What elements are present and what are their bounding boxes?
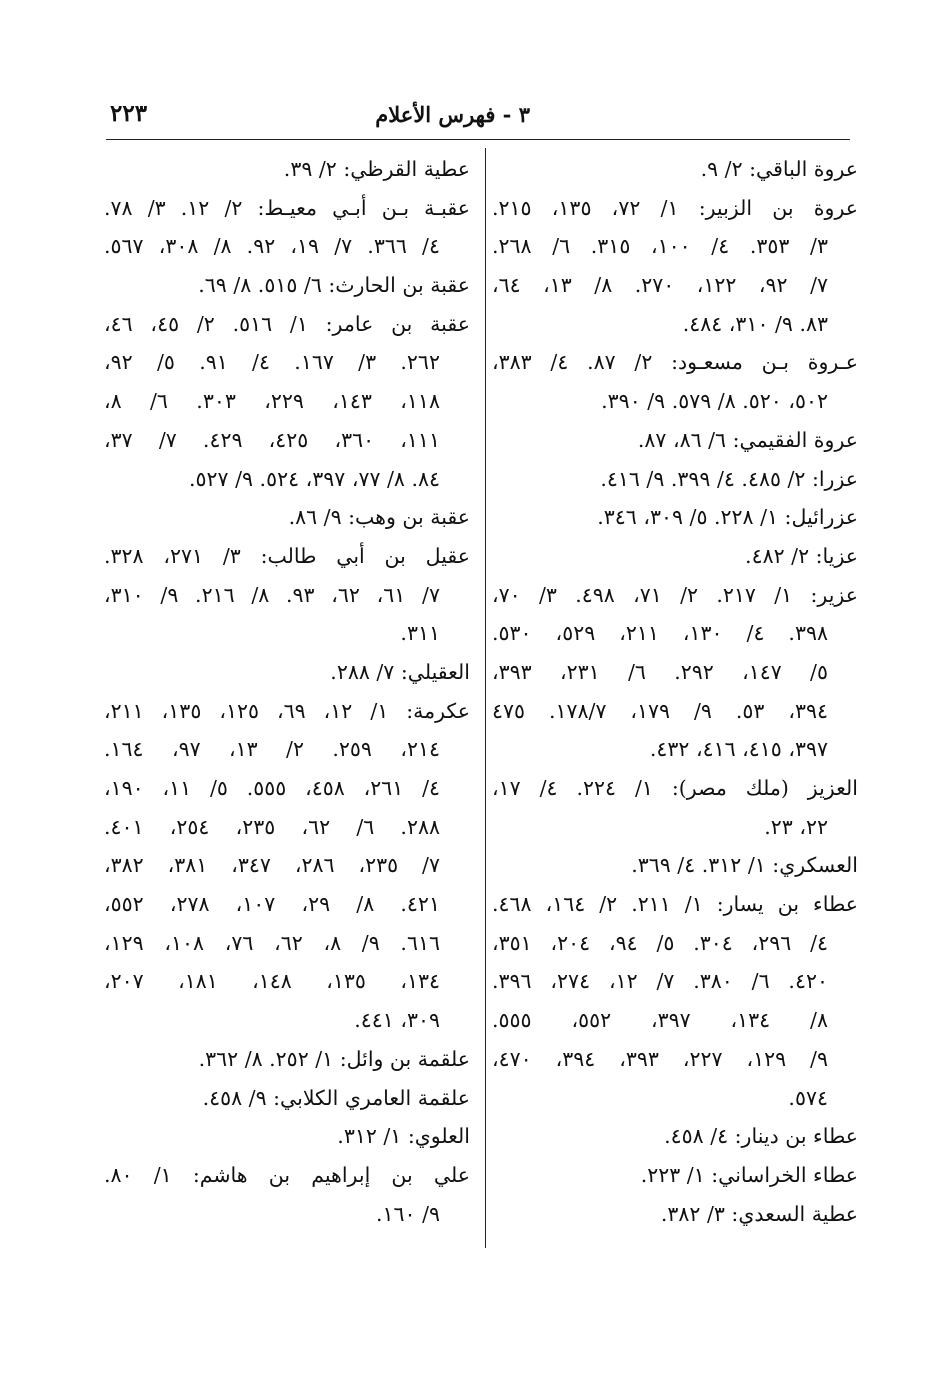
page-header xyxy=(106,100,850,138)
index-entry-continuation: ٧/ ٦١، ٦٢، ٩٣. ٨/ ٢١٦. ٩/ ٣١٠، xyxy=(104,582,440,607)
index-entry: علقمة بن وائل: ١/ ٢٥٢. ٨/ ٣٦٢. xyxy=(198,1046,470,1071)
index-entry: علي بن إبراهيم بن هاشم: ١/ ٨٠. xyxy=(104,1162,470,1187)
index-entry-continuation: ٢٨٨. ٦/ ٦٢، ٢٣٥، ٢٥٤، ٤٠١. xyxy=(104,814,440,839)
index-entry: علقمة العامري الكلابي: ٩/ ٤٥٨. xyxy=(202,1085,470,1110)
header-title: ٣ - فهرس الأعلام xyxy=(375,102,530,127)
index-entry: عطاء الخراساني: ١/ ٢٢٣. xyxy=(640,1162,858,1187)
index-entry-continuation: ٣٩٤، ٥٣. ٩/ ١٧٩، ١٧٨/٧. ٤٧٥ xyxy=(492,698,828,723)
index-entry-continuation: ٥٠٢، ٥٢٠. ٨/ ٥٧٩. ٩/ ٣٩٠. xyxy=(601,389,828,414)
index-entry-continuation: ٤/ ٢٦١، ٤٥٨، ٥٥٥. ٥/ ١١، ١٩٠، xyxy=(104,776,440,800)
index-entry-continuation: ٢٢، ٢٣. xyxy=(764,814,828,839)
index-entry: عزرا: ٢/ ٤٨٥. ٤/ ٣٩٩. ٩/ ٤١٦. xyxy=(600,466,858,491)
index-entry-continuation: ٣/ ٣٥٣. ٤/ ١٠٠، ٣١٥. ٦/ ٢٦٨. xyxy=(492,234,828,259)
index-entry: العسكري: ١/ ٣١٢. ٤/ ٣٦٩. xyxy=(631,853,858,878)
index-entry: عطية القرظي: ٢/ ٣٩. xyxy=(283,157,470,181)
index-entry-continuation: ١١٨، ١٤٣، ٢٢٩، ٣٠٣. ٦/ ٨، xyxy=(104,389,440,414)
index-entry-continuation: ٥/ ١٤٧، ٢٩٢. ٦/ ٢٣١، ٣٩٣، xyxy=(492,659,828,684)
index-entry-continuation: ٤٢١. ٨/ ٢٩، ١٠٧، ٢٧٨، ٥٥٢، xyxy=(104,892,440,917)
index-entry: عزير: ١/ ٢١٧. ٢/ ٧١، ٤٩٨. ٣/ ٧٠، xyxy=(492,582,858,607)
index-entry-continuation: ٢٦٢. ٣/ ١٦٧. ٤/ ٩١. ٥/ ٩٢، xyxy=(104,350,440,375)
index-entry: عـروة بـن مسعـود: ٢/ ٨٧. ٤/ ٣٨٣، xyxy=(492,350,858,375)
index-entry: عقبـة بـن أبـي معيـط: ٢/ ١٢. ٣/ ٧٨. xyxy=(104,195,470,220)
index-entry-continuation: ٨٤. ٨/ ٧٧، ٣٩٧، ٥٢٤. ٩/ ٥٢٧. xyxy=(188,466,440,491)
index-entry-continuation: ٤/ ٣٦٦. ٧/ ١٩، ٩٢. ٨/ ٣٠٨، ٥٦٧. xyxy=(104,234,440,259)
column-divider xyxy=(485,148,486,1248)
index-entry-continuation: ١٣٤، ١٣٥، ١٤٨، ١٨١، ٢٠٧، xyxy=(104,969,440,994)
index-entry-continuation: ٤/ ٢٩٦، ٣٠٤. ٥/ ٩٤، ٢٠٤، ٣٥١، xyxy=(492,930,828,955)
index-entry: عطاء بن دينار: ٤/ ٤٥٨. xyxy=(664,1124,858,1149)
index-entry-continuation: ٣٩٨. ٤/ ١٣٠، ٢١١، ٥٢٩، ٥٣٠. xyxy=(492,621,828,646)
index-entry-continuation: ٧/ ٢٣٥، ٢٨٦، ٣٤٧، ٣٨١، ٣٨٢، xyxy=(104,853,440,878)
index-entry-continuation: ٦١٦. ٩/ ٨، ٦٢، ٧٦، ١٠٨، ١٢٩، xyxy=(104,930,440,955)
index-entry: عقبة بن وهب: ٩/ ٨٦. xyxy=(288,505,470,530)
right-column xyxy=(492,150,858,1233)
index-entry: عطية السعدي: ٣/ ٣٨٢. xyxy=(660,1201,858,1226)
index-entry-continuation: ٣٠٩، ٤٤١. xyxy=(354,1008,440,1033)
index-entry: عقيل بن أبي طالب: ٣/ ٢٧١، ٣٢٨. xyxy=(104,543,470,568)
index-entry-continuation: ٧/ ٩٢، ١٢٢، ٢٧٠. ٨/ ١٣، ٦٤، xyxy=(492,273,828,298)
index-entry: عقبة بن عامر: ١/ ٥١٦. ٢/ ٤٥، ٤٦، xyxy=(104,311,470,336)
index-entry: عزرائيل: ١/ ٢٢٨. ٥/ ٣٠٩، ٣٤٦. xyxy=(597,505,858,530)
index-entry: عطاء بن يسار: ١/ ٢١١. ٢/ ١٦٤، ٤٦٨. xyxy=(492,892,858,917)
index-entry-continuation: ٩/ ١٢٩، ٢٢٧، ٣٩٣، ٣٩٤، ٤٧٠، xyxy=(492,1046,828,1071)
page-number: ٢٢٣ xyxy=(110,100,148,127)
index-entry: عروة الباقي: ٢/ ٩. xyxy=(700,157,858,181)
index-entry-continuation: ٨٣. ٩/ ٣١٠، ٤٨٤. xyxy=(682,311,828,336)
index-entry: العقيلي: ٧/ ٢٨٨. xyxy=(330,659,470,684)
index-entry: عروة الفقيمي: ٦/ ٨٦، ٨٧. xyxy=(637,427,858,452)
index-entry-continuation: ٣٩٧، ٤١٥، ٤١٦، ٤٣٢. xyxy=(649,737,828,762)
index-entry-continuation: ٥٧٤. xyxy=(788,1085,828,1110)
index-entry-continuation: ٩/ ١٦٠. xyxy=(375,1201,440,1226)
left-column xyxy=(104,150,470,1233)
index-entry: العزيز (ملك مصر): ١/ ٢٢٤. ٤/ ١٧، xyxy=(492,776,858,800)
index-entry: العلوي: ١/ ٣١٢. xyxy=(337,1124,470,1149)
index-entry: عزيا: ٢/ ٤٨٢. xyxy=(745,543,858,568)
index-entry-continuation: ٢١٤، ٢٥٩. ٢/ ١٣، ٩٧، ١٦٤. xyxy=(104,737,440,762)
index-entry: عروة بن الزبير: ١/ ٧٢، ١٣٥، ٢١٥. xyxy=(492,195,858,220)
index-entry-continuation: ٣١١. xyxy=(400,621,440,646)
index-entry-continuation: ٤٢٠. ٦/ ٣٨٠. ٧/ ١٢، ٢٧٤، ٣٩٦. xyxy=(492,969,828,994)
index-entry: عقبة بن الحارث: ٦/ ٥١٥. ٨/ ٦٩. xyxy=(198,273,470,298)
header-rule xyxy=(106,139,850,140)
index-entry-continuation: ١١١، ٣٦٠، ٤٢٥، ٤٢٩. ٧/ ٣٧، xyxy=(104,427,440,452)
index-entry: عكرمة: ١/ ١٢، ٦٩، ١٢٥، ١٣٥، ٢١١، xyxy=(104,698,470,723)
index-entry-continuation: ٨/ ١٣٤، ٣٩٧، ٥٥٢، ٥٥٥. xyxy=(492,1008,828,1033)
